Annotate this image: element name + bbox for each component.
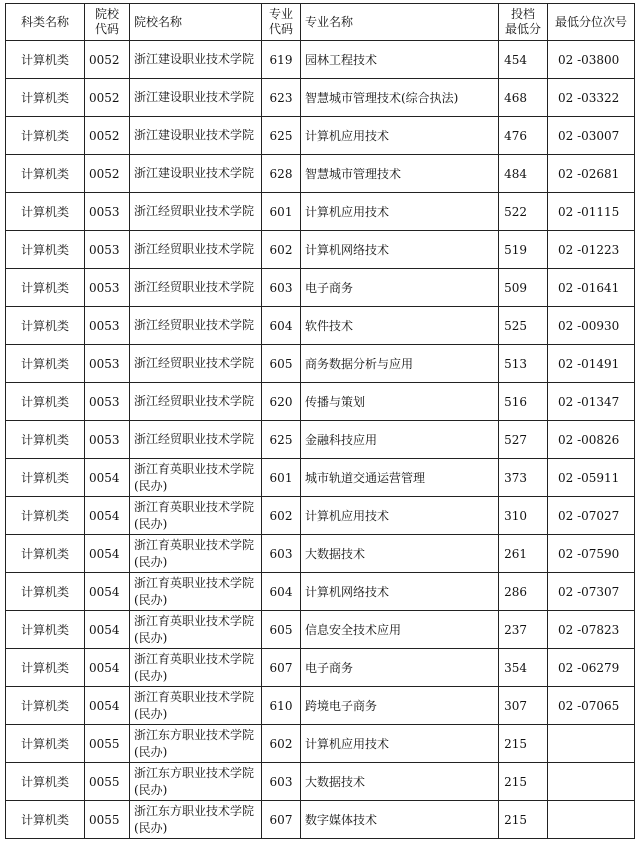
cell-min-rank: 02 -06279 [548,649,635,687]
cell-major-code: 607 [262,801,301,839]
cell-min-rank: 02 -01641 [548,269,635,307]
cell-major-name: 信息安全技术应用 [301,611,499,649]
cell-subject: 计算机类 [6,117,85,155]
cell-min-score: 310 [499,497,548,535]
cell-major-code: 602 [262,231,301,269]
cell-subject: 计算机类 [6,307,85,345]
cell-major-code: 620 [262,383,301,421]
cell-school-name: 浙江经贸职业技术学院 [130,193,262,231]
cell-school-name: 浙江经贸职业技术学院 [130,307,262,345]
cell-school-code: 0055 [85,763,130,801]
cell-min-rank: 02 -01347 [548,383,635,421]
cell-school-code: 0055 [85,801,130,839]
cell-major-code: 623 [262,79,301,117]
cell-school-code: 0053 [85,383,130,421]
cell-min-rank: 02 -00826 [548,421,635,459]
table-row [6,421,635,459]
cell-subject: 计算机类 [6,801,85,839]
cell-school-code: 0053 [85,421,130,459]
cell-major-name: 城市轨道交通运营管理 [301,459,499,497]
table-row [6,649,635,687]
cell-min-rank: 02 -01223 [548,231,635,269]
cell-min-score: 509 [499,269,548,307]
cell-school-code: 0052 [85,117,130,155]
cell-min-score: 215 [499,801,548,839]
cell-major-code: 605 [262,345,301,383]
cell-school-code: 0053 [85,269,130,307]
cell-school-name: 浙江经贸职业技术学院 [130,421,262,459]
cell-major-name: 跨境电子商务 [301,687,499,725]
table-row [6,497,635,535]
table-row [6,155,635,193]
cell-min-rank: 02 -05911 [548,459,635,497]
cell-major-name: 数字媒体技术 [301,801,499,839]
cell-school-name: 浙江育英职业技术学院(民办) [130,535,262,573]
cell-school-name: 浙江东方职业技术学院(民办) [130,801,262,839]
cell-min-score: 454 [499,41,548,79]
table-row [6,801,635,839]
cell-school-code: 0054 [85,649,130,687]
cell-min-rank: 02 -02681 [548,155,635,193]
cell-min-score: 516 [499,383,548,421]
cell-school-name: 浙江建设职业技术学院 [130,117,262,155]
cell-major-name: 园林工程技术 [301,41,499,79]
cell-major-name: 计算机应用技术 [301,193,499,231]
cell-min-rank: 02 -07307 [548,573,635,611]
cell-school-code: 0053 [85,345,130,383]
cell-school-name: 浙江育英职业技术学院(民办) [130,497,262,535]
cell-major-name: 金融科技应用 [301,421,499,459]
cell-school-name: 浙江育英职业技术学院(民办) [130,573,262,611]
table-row [6,573,635,611]
table-row [6,535,635,573]
cell-school-code: 0054 [85,459,130,497]
table-row [6,193,635,231]
header-subject: 科类名称 [6,4,85,41]
header-min-score-line2: 最低分 [504,22,541,36]
cell-min-score: 522 [499,193,548,231]
cell-min-score: 484 [499,155,548,193]
cell-major-name: 软件技术 [301,307,499,345]
cell-min-rank [548,725,635,763]
cell-min-score: 307 [499,687,548,725]
cell-min-score: 468 [499,79,548,117]
cell-subject: 计算机类 [6,725,85,763]
cell-min-rank: 02 -07065 [548,687,635,725]
cell-major-code: 619 [262,41,301,79]
cell-school-name: 浙江经贸职业技术学院 [130,231,262,269]
cell-school-name: 浙江东方职业技术学院(民办) [130,763,262,801]
cell-subject: 计算机类 [6,573,85,611]
header-major-name: 专业名称 [301,4,499,41]
cell-min-score: 237 [499,611,548,649]
cell-major-name: 传播与策划 [301,383,499,421]
table-header [6,4,635,41]
cell-major-code: 607 [262,649,301,687]
cell-major-name: 计算机应用技术 [301,725,499,763]
cell-min-score: 373 [499,459,548,497]
cell-subject: 计算机类 [6,535,85,573]
cell-school-name: 浙江经贸职业技术学院 [130,383,262,421]
cell-major-code: 628 [262,155,301,193]
cell-school-name: 浙江育英职业技术学院(民办) [130,687,262,725]
cell-min-rank [548,763,635,801]
table-row [6,345,635,383]
cell-school-code: 0052 [85,41,130,79]
header-min-rank: 最低分位次号 [548,4,635,41]
table-row [6,117,635,155]
cell-major-code: 603 [262,269,301,307]
cell-major-code: 601 [262,459,301,497]
cell-school-name: 浙江东方职业技术学院(民办) [130,725,262,763]
cell-subject: 计算机类 [6,459,85,497]
table-row [6,459,635,497]
cell-subject: 计算机类 [6,345,85,383]
cell-major-name: 计算机网络技术 [301,231,499,269]
cell-min-rank: 02 -03007 [548,117,635,155]
header-major-code-line1: 专业 [268,7,293,21]
header-min-score [499,4,548,41]
cell-subject: 计算机类 [6,763,85,801]
cell-major-code: 604 [262,573,301,611]
cell-min-rank: 02 -03800 [548,41,635,79]
cell-subject: 计算机类 [6,231,85,269]
cell-school-code: 0054 [85,573,130,611]
cell-min-rank: 02 -00930 [548,307,635,345]
cell-school-name: 浙江育英职业技术学院(民办) [130,611,262,649]
cell-school-code: 0054 [85,687,130,725]
cell-major-code: 625 [262,421,301,459]
cell-school-code: 0054 [85,611,130,649]
cell-major-name: 智慧城市管理技术(综合执法) [301,79,499,117]
cell-school-code: 0053 [85,231,130,269]
cell-subject: 计算机类 [6,611,85,649]
cell-major-code: 604 [262,307,301,345]
cell-major-code: 605 [262,611,301,649]
cell-major-name: 大数据技术 [301,763,499,801]
cell-subject: 计算机类 [6,497,85,535]
cell-min-score: 519 [499,231,548,269]
cell-major-name: 商务数据分析与应用 [301,345,499,383]
cell-major-code: 602 [262,497,301,535]
cell-min-score: 286 [499,573,548,611]
cell-school-name: 浙江建设职业技术学院 [130,79,262,117]
cell-major-name: 计算机应用技术 [301,117,499,155]
cell-min-score: 215 [499,725,548,763]
cell-school-name: 浙江经贸职业技术学院 [130,345,262,383]
cell-major-code: 603 [262,535,301,573]
cell-major-code: 603 [262,763,301,801]
table-row [6,79,635,117]
cell-major-code: 610 [262,687,301,725]
cell-min-score: 354 [499,649,548,687]
cell-school-code: 0052 [85,155,130,193]
table-row [6,687,635,725]
cell-min-rank: 02 -07027 [548,497,635,535]
cell-school-code: 0054 [85,497,130,535]
cell-school-name: 浙江育英职业技术学院(民办) [130,459,262,497]
cell-subject: 计算机类 [6,41,85,79]
admission-score-table [5,3,635,839]
table-row [6,611,635,649]
cell-school-code: 0055 [85,725,130,763]
cell-subject: 计算机类 [6,155,85,193]
cell-school-code: 0054 [85,535,130,573]
header-major-code [262,4,301,41]
cell-min-score: 215 [499,763,548,801]
cell-min-score: 525 [499,307,548,345]
cell-school-code: 0053 [85,193,130,231]
cell-major-name: 计算机网络技术 [301,573,499,611]
cell-school-name: 浙江建设职业技术学院 [130,41,262,79]
header-school-name: 院校名称 [130,4,262,41]
cell-min-score: 476 [499,117,548,155]
cell-min-score: 261 [499,535,548,573]
cell-min-rank [548,801,635,839]
cell-subject: 计算机类 [6,383,85,421]
cell-min-rank: 02 -01491 [548,345,635,383]
cell-subject: 计算机类 [6,421,85,459]
cell-min-rank: 02 -01115 [548,193,635,231]
cell-min-score: 527 [499,421,548,459]
cell-school-name: 浙江经贸职业技术学院 [130,269,262,307]
cell-school-code: 0052 [85,79,130,117]
table-row [6,231,635,269]
cell-min-rank: 02 -07590 [548,535,635,573]
table-row [6,307,635,345]
cell-min-rank: 02 -03322 [548,79,635,117]
header-major-code-line2: 代码 [268,22,293,36]
table-row [6,763,635,801]
cell-subject: 计算机类 [6,649,85,687]
cell-major-name: 电子商务 [301,269,499,307]
header-school-code-line1: 院校 [94,7,119,21]
table-row [6,383,635,421]
cell-major-name: 大数据技术 [301,535,499,573]
cell-major-name: 智慧城市管理技术 [301,155,499,193]
cell-school-name: 浙江建设职业技术学院 [130,155,262,193]
cell-major-name: 电子商务 [301,649,499,687]
cell-subject: 计算机类 [6,269,85,307]
cell-major-code: 625 [262,117,301,155]
cell-subject: 计算机类 [6,687,85,725]
table-row [6,269,635,307]
cell-min-score: 513 [499,345,548,383]
cell-school-name: 浙江育英职业技术学院(民办) [130,649,262,687]
cell-subject: 计算机类 [6,79,85,117]
table-row [6,41,635,79]
cell-major-name: 计算机应用技术 [301,497,499,535]
cell-school-code: 0053 [85,307,130,345]
cell-min-rank: 02 -07823 [548,611,635,649]
cell-major-code: 602 [262,725,301,763]
cell-subject: 计算机类 [6,193,85,231]
header-school-code [85,4,130,41]
header-min-score-line1: 投档 [510,7,535,21]
cell-major-code: 601 [262,193,301,231]
table-body [6,41,635,839]
table-row [6,725,635,763]
header-school-code-line2: 代码 [94,22,119,36]
header-row [6,4,635,41]
